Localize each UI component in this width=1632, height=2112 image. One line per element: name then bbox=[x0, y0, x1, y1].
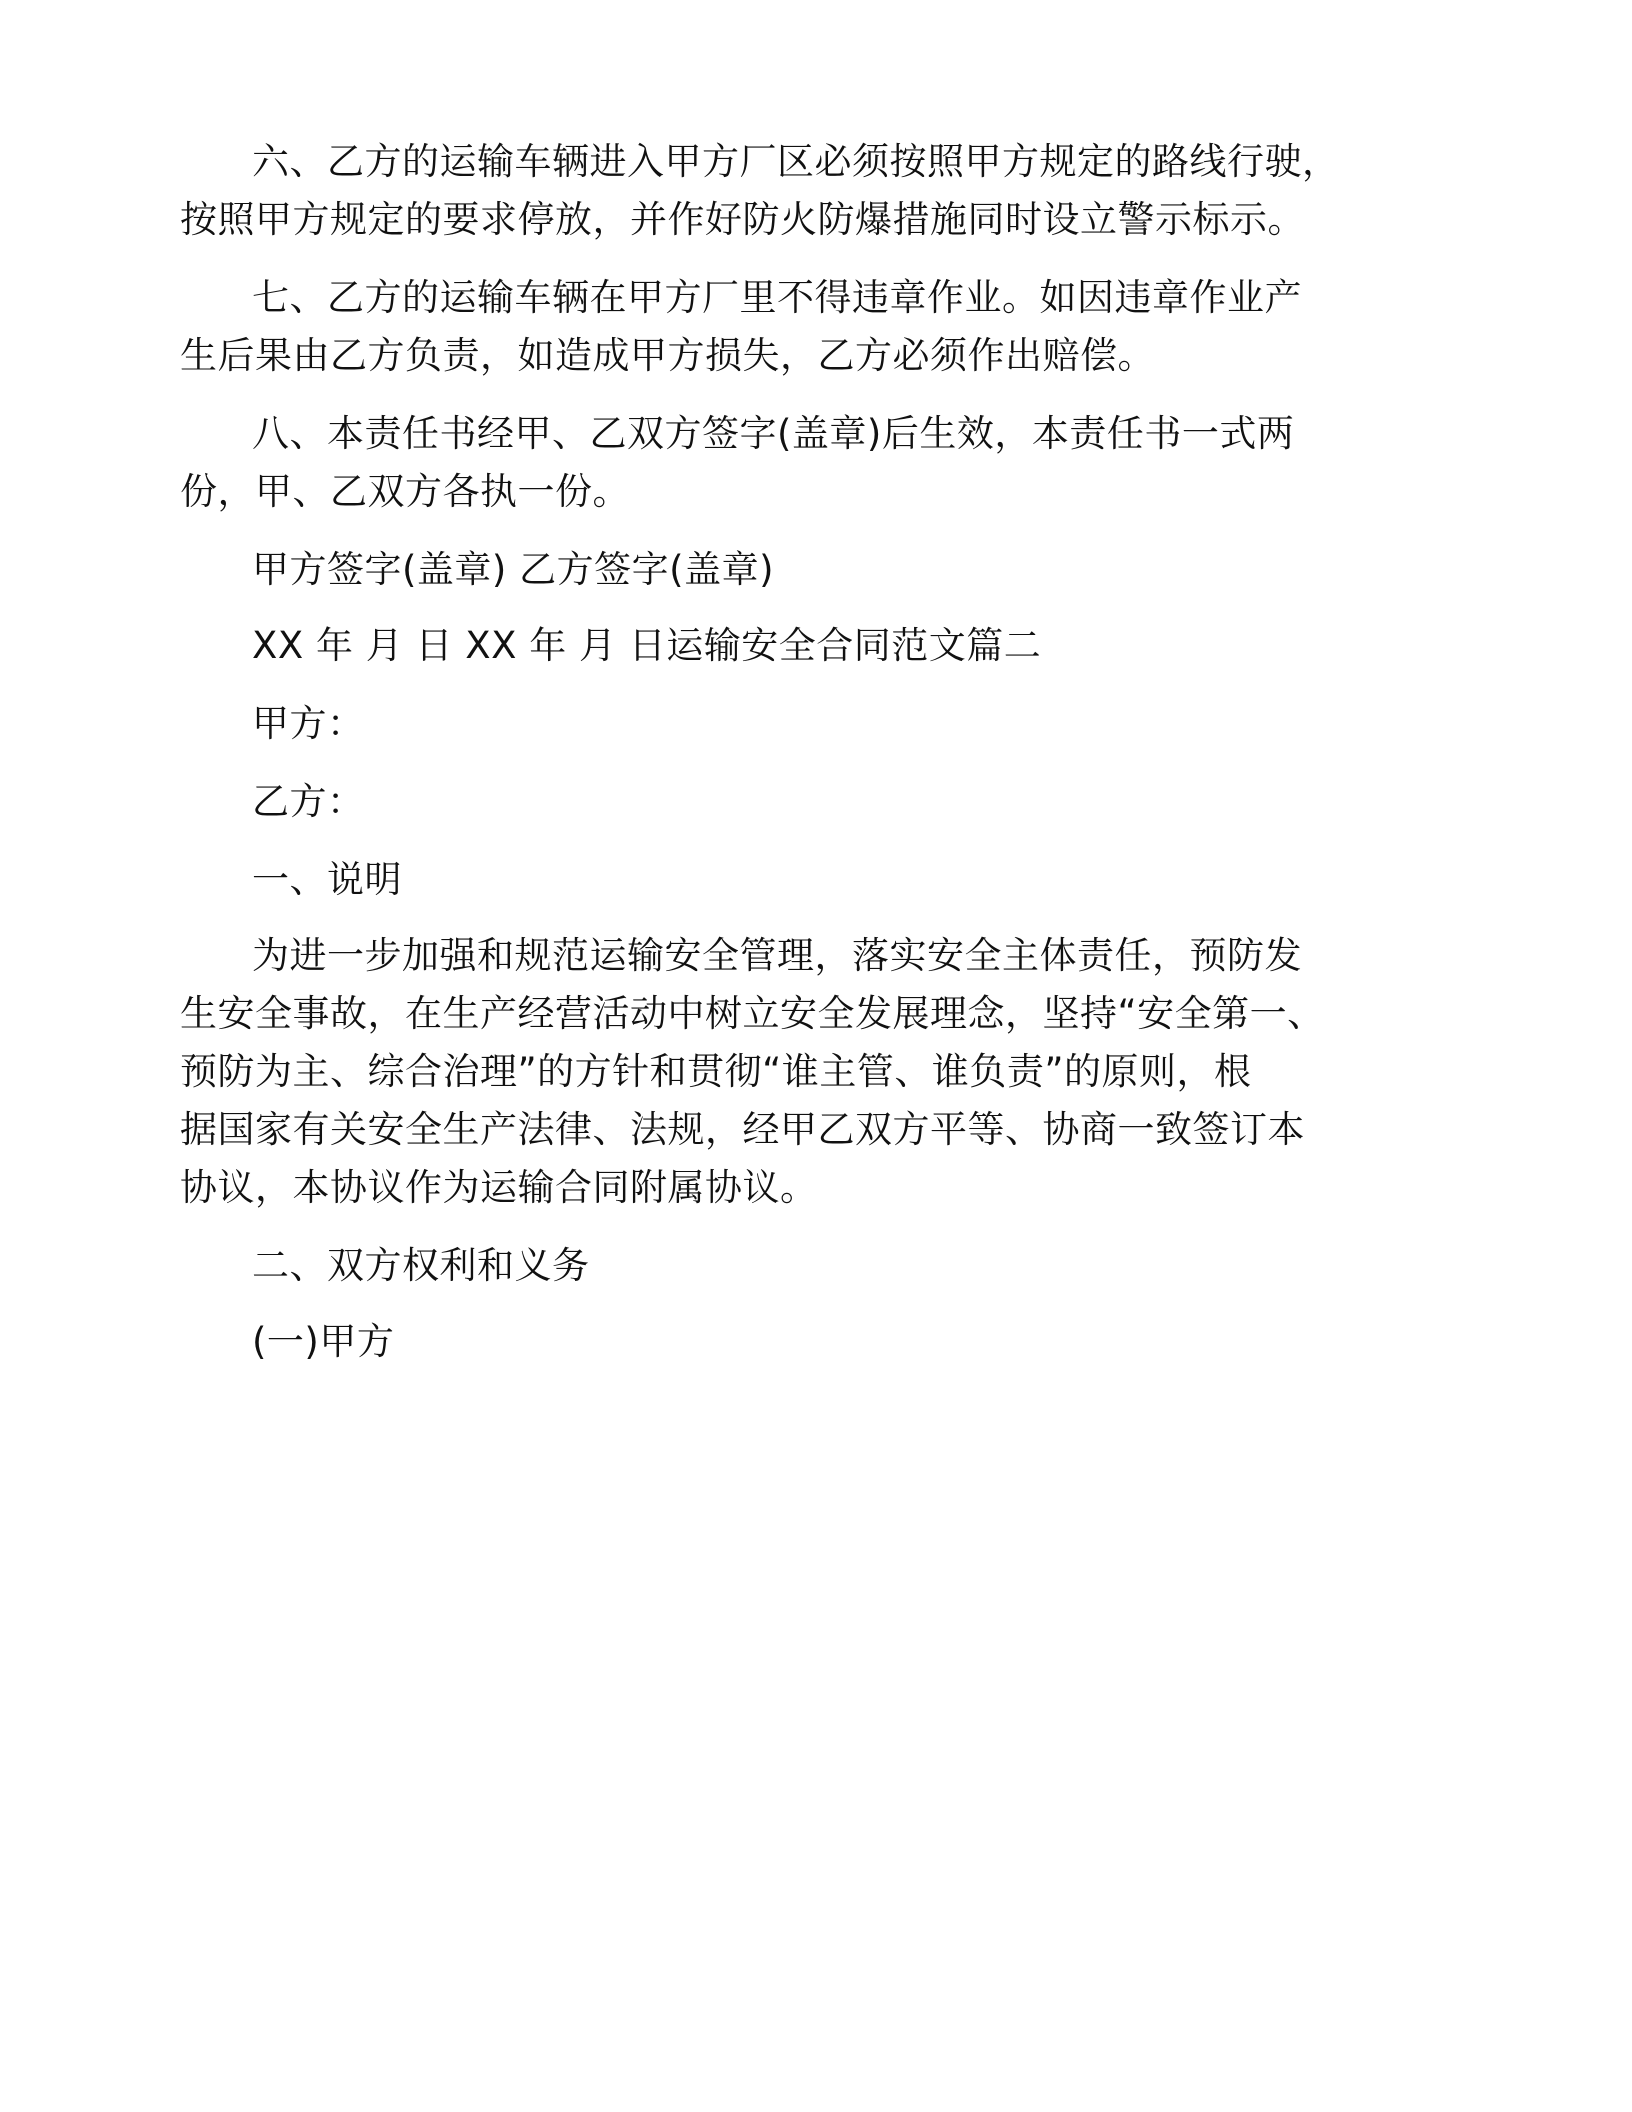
clause-7-line-1: 七、乙方的运输车辆在甲方厂里不得违章作业。如因违章作业产 bbox=[252, 276, 1302, 319]
section-1-body-line-3: 预防为主、综合治理”的方针和贯彻“谁主管、谁负责”的原则，根 bbox=[180, 1050, 1252, 1093]
clause-8-line-2: 份，甲、乙双方各执一份。 bbox=[180, 470, 630, 513]
section-1-heading: 一、说明 bbox=[252, 858, 402, 901]
section-1-body-line-2: 生安全事故，在生产经营活动中树立安全发展理念，坚持“安全第一、 bbox=[180, 992, 1325, 1035]
party-a-label: 甲方： bbox=[252, 702, 365, 745]
section-1-body-line-4: 据国家有关安全生产法律、法规，经甲乙双方平等、协商一致签订本 bbox=[180, 1108, 1305, 1151]
date-and-title-line: XX 年 月 日 XX 年 月 日运输安全合同范文篇二 bbox=[252, 624, 1042, 667]
clause-6-line-2: 按照甲方规定的要求停放，并作好防火防爆措施同时设立警示标示。 bbox=[180, 198, 1305, 241]
party-b-label: 乙方： bbox=[252, 780, 365, 823]
clause-8-line-1: 八、本责任书经甲、乙双方签字(盖章)后生效，本责任书一式两 bbox=[252, 412, 1295, 455]
clause-6-line-1: 六、乙方的运输车辆进入甲方厂区必须按照甲方规定的路线行驶， bbox=[252, 140, 1340, 183]
section-1-body-line-5: 协议，本协议作为运输合同附属协议。 bbox=[180, 1166, 818, 1209]
signature-line: 甲方签字(盖章) 乙方签字(盖章) bbox=[252, 548, 775, 591]
section-2-heading: 二、双方权利和义务 bbox=[252, 1244, 590, 1287]
subsection-1-heading: (一)甲方 bbox=[252, 1320, 395, 1363]
clause-7-line-2: 生后果由乙方负责，如造成甲方损失，乙方必须作出赔偿。 bbox=[180, 334, 1155, 377]
section-1-body-line-1: 为进一步加强和规范运输安全管理，落实安全主体责任，预防发 bbox=[252, 934, 1302, 977]
